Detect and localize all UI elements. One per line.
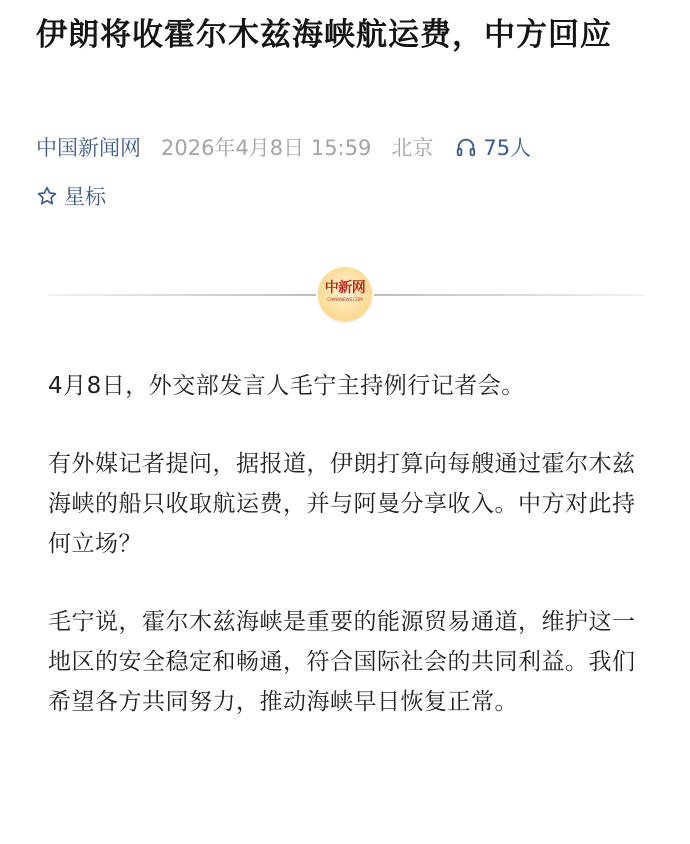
- chinanews-logo: [318, 267, 372, 321]
- article-paragraph: 4月8日，外交部发言人毛宁主持例行记者会。: [48, 373, 525, 399]
- favorite-button[interactable]: [36, 178, 106, 214]
- article-body: [48, 366, 644, 760]
- headphones-icon: [455, 136, 477, 158]
- publish-datetime: 2026年4月8日 15:59: [161, 136, 372, 160]
- article-paragraph: 有外媒记者提问，据报道，伊朗打算向每艘通过霍尔木兹海峡的船只收取航运费，并与阿曼分享收入。中方对此持何立场？: [48, 451, 636, 557]
- article-paragraph: 毛宁说，霍尔木兹海峡是重要的能源贸易通道，维护这一地区的安全稳定和畅通，符合国际社会的共同利益。我们希望各方共同努力，推动海峡早日恢复正常。: [48, 609, 636, 715]
- article-headline: 伊朗将收霍尔木兹海峡航运费，中方回应: [36, 17, 612, 53]
- logo-text: 中新网: [324, 280, 366, 296]
- source-link[interactable]: 中国新闻网: [36, 136, 141, 160]
- logo-subtext: CHINANEWS.COM: [327, 297, 363, 302]
- article-meta: [36, 128, 676, 166]
- star-outline-icon: [36, 185, 58, 207]
- publish-location: 北京: [391, 136, 434, 160]
- divider-right: [374, 294, 644, 296]
- listener-count: 75人: [483, 136, 532, 160]
- listen-button[interactable]: [455, 132, 531, 162]
- divider-left: [48, 294, 316, 296]
- favorite-label: 星标: [64, 185, 106, 209]
